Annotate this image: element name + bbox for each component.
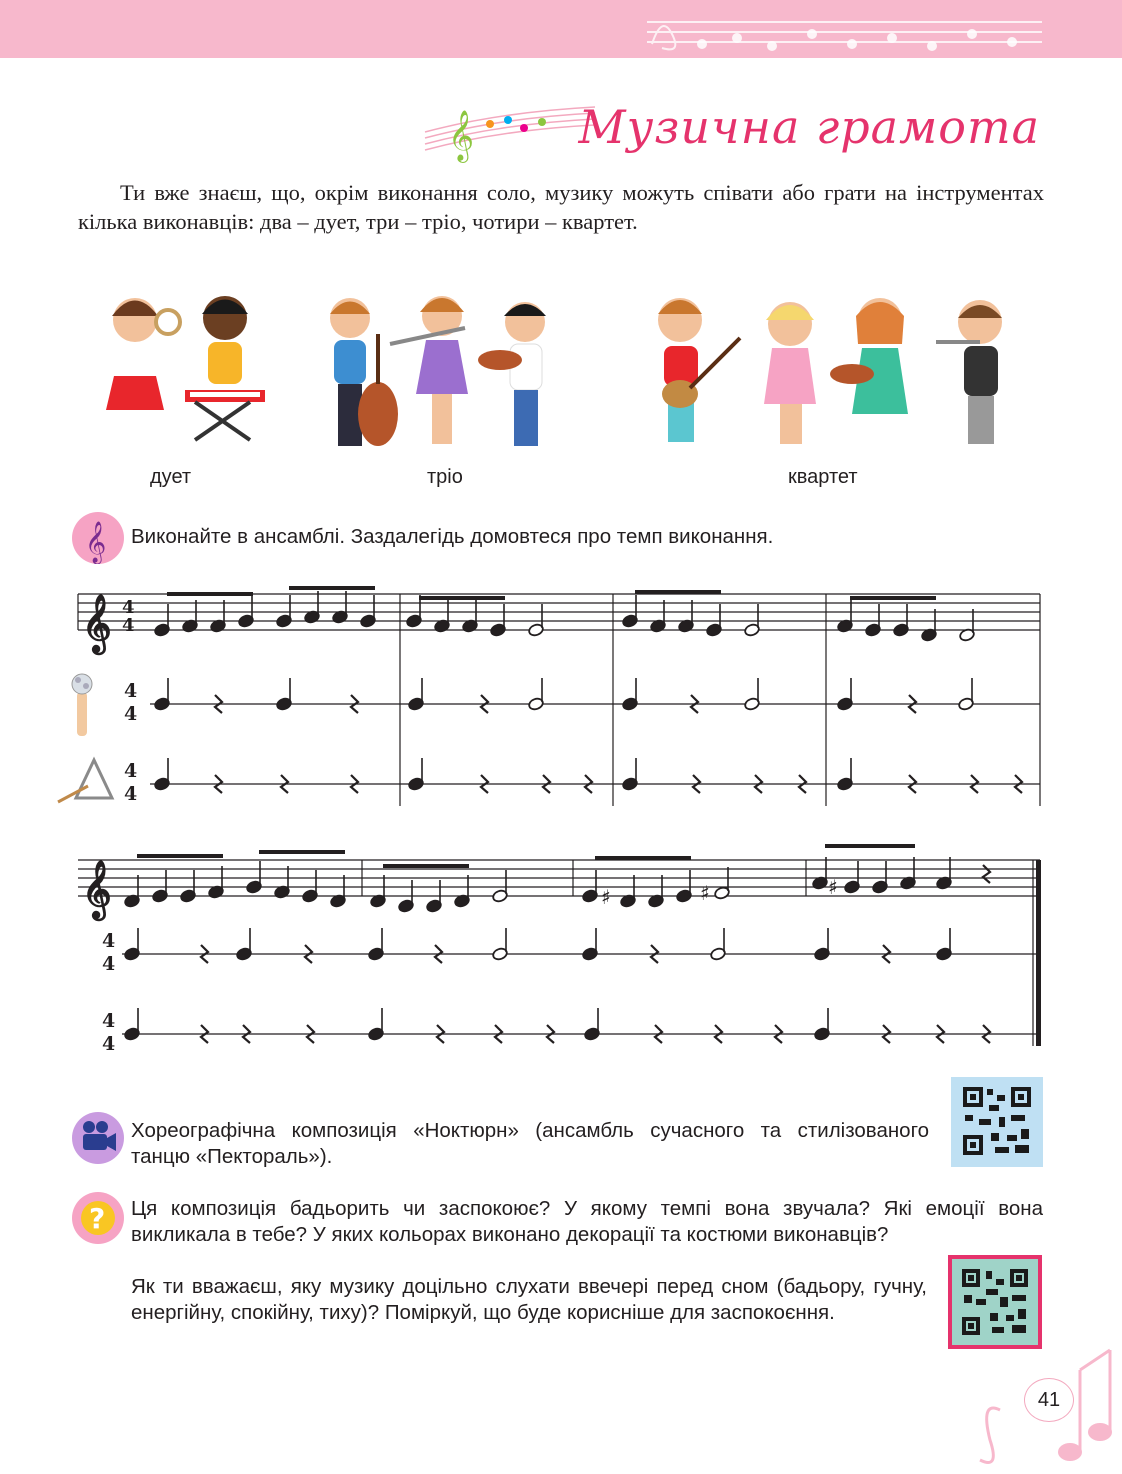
questions-paragraph-1: Ця композиція бадьорить чи заспокоює? У якому темпі вона звучала? Які емоції вона викликала в тебе? У яких кольорах виконано декорації та костюми виконавців?	[131, 1197, 1043, 1246]
sharp-sign: ♯	[828, 875, 838, 899]
caption-trio: тріо	[427, 466, 463, 488]
page-number: 41	[1024, 1378, 1074, 1422]
time-signature-top: 4	[102, 1010, 116, 1032]
time-signature-bottom: 4	[102, 1033, 116, 1055]
caption-duet: дует	[150, 466, 192, 488]
sharp-sign: ♯	[601, 885, 611, 909]
beam	[383, 864, 469, 868]
video-camera-icon	[72, 1112, 124, 1164]
beam	[850, 596, 936, 600]
score-marks	[82, 586, 1022, 1055]
beam	[167, 592, 253, 596]
svg-text:𝄞: 𝄞	[448, 110, 475, 161]
qr-code-icon[interactable]	[948, 1255, 1042, 1349]
question-icon	[72, 1192, 124, 1244]
time-signature-bottom: 4	[124, 783, 138, 805]
page-title: Музична грамота	[578, 100, 1040, 154]
task-instruction: Виконайте в ансамблі. Заздалегідь домовтеся про темп виконання.	[131, 525, 774, 548]
treble-clef: 𝄞	[82, 859, 112, 918]
beam	[289, 586, 375, 590]
time-signature-top: 4	[124, 680, 138, 702]
tambourine-icon	[72, 674, 92, 736]
final-bar-line	[1036, 860, 1041, 1046]
time-signature-top: 4	[124, 760, 138, 782]
qr-code-icon[interactable]	[951, 1077, 1043, 1167]
beam	[419, 596, 505, 600]
time-signature-bottom: 4	[124, 703, 138, 725]
questions-paragraph-2: Як ти вважаєш, яку музику доцільно слухати ввечері перед сном (бадьору, гучну, енергійну, спокійну, тиху)? Поміркуй, що буде корисніше для заспокоєння.	[131, 1275, 927, 1324]
beam	[825, 844, 915, 848]
time-signature-bottom: 4	[102, 953, 116, 975]
staff-lines	[78, 594, 1041, 1046]
sharp-sign: ♯	[700, 881, 710, 905]
time-signature-bottom: 4	[122, 615, 135, 636]
time-signature-top: 4	[102, 930, 116, 952]
time-signature-top: 4	[122, 597, 135, 618]
beam	[259, 850, 345, 854]
treble-clef: 𝄞	[82, 593, 112, 652]
beam	[595, 856, 691, 860]
svg-text:𝄞: 𝄞	[85, 522, 107, 563]
caption-quartet: квартет	[788, 466, 858, 488]
video-description: Хореографічна композиція «Ноктюрн» (ансамбль сучасного та стилізованого танцю «Пектораль»).	[131, 1119, 929, 1168]
svg-text:?: ?	[89, 1202, 106, 1235]
beam	[635, 590, 721, 594]
triangle-icon	[58, 760, 112, 802]
quarter-rest	[983, 865, 990, 883]
beam	[137, 854, 223, 858]
intro-text: Ти вже знаєш, що, окрім виконання соло, музику можуть співати або грати на інструментах кілька виконавців: два – дует, три – тріо, чотири – квартет.	[78, 180, 1044, 234]
